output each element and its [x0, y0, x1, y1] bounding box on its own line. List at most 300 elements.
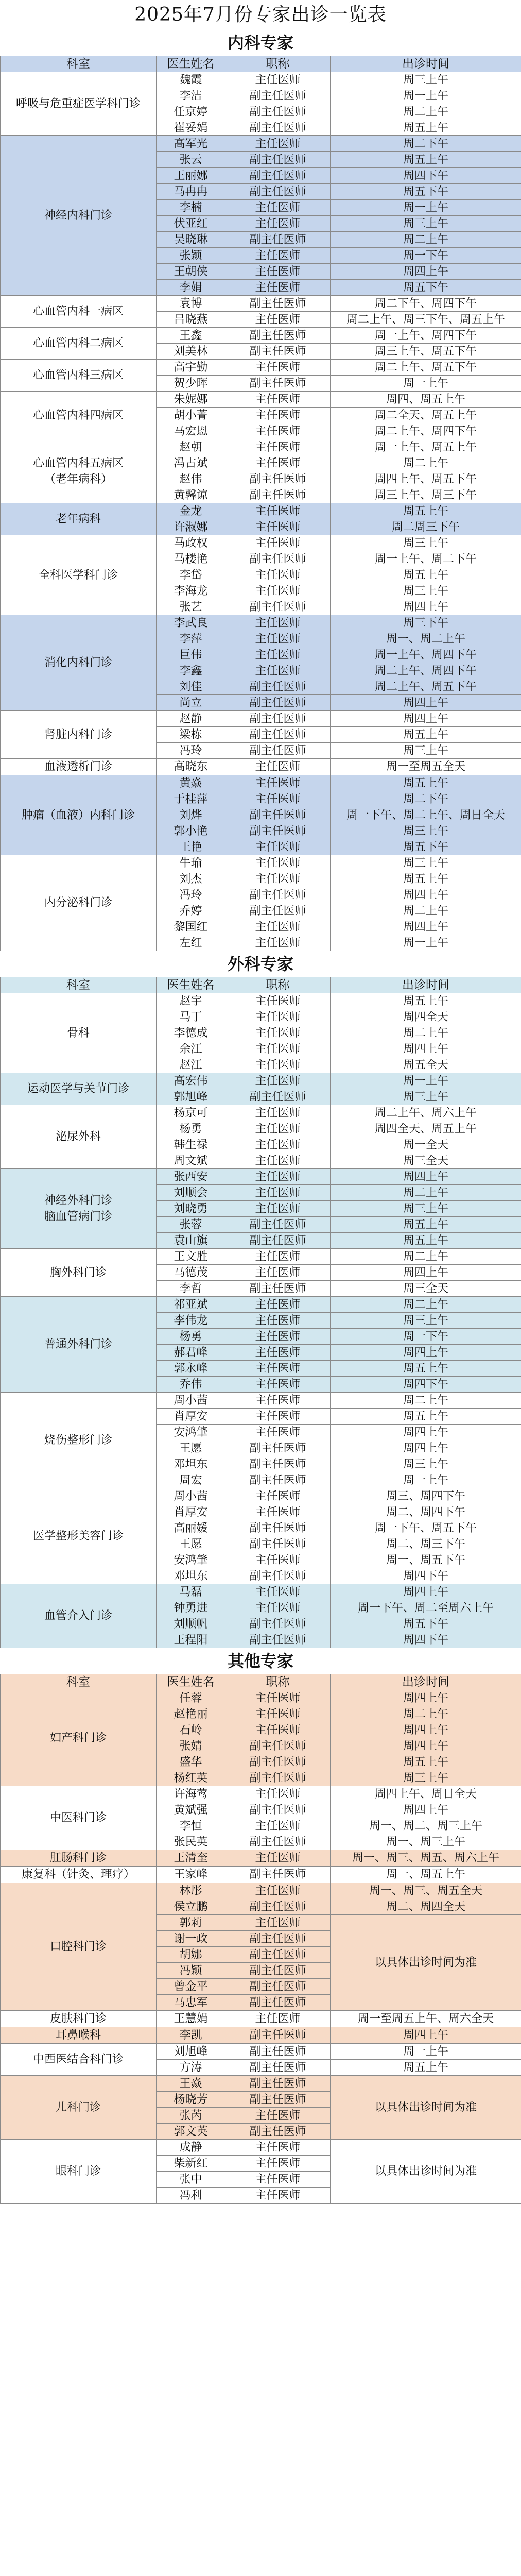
doctor-title: 主任医师	[225, 647, 331, 663]
doctor-name: 肖厚安	[157, 1504, 225, 1520]
department-cell: 中医科门诊	[1, 1786, 157, 1850]
department-cell: 烧伤整形门诊	[1, 1393, 157, 1488]
doctor-title: 副主任医师	[225, 232, 331, 248]
doctor-header: 医生姓名	[157, 1674, 225, 1690]
clinic-time: 周五上午	[331, 1361, 521, 1377]
doctor-name: 王文胜	[157, 1249, 225, 1265]
clinic-time: 周二、周四全天	[331, 1899, 521, 1915]
clinic-time: 周三上午	[331, 743, 521, 759]
doctor-name: 刘顺会	[157, 1185, 225, 1201]
doctor-name: 尚立	[157, 695, 225, 711]
doctor-title: 主任医师	[225, 855, 331, 871]
clinic-time: 周一上午、周四下午	[331, 647, 521, 663]
doctor-title: 副主任医师	[225, 487, 331, 503]
doctor-name: 王家峰	[157, 1867, 225, 1883]
doctor-name: 肖厚安	[157, 1409, 225, 1425]
table-row	[1, 1867, 521, 1883]
clinic-time: 周五上午	[331, 120, 521, 136]
clinic-time: 周一下午	[331, 1329, 521, 1345]
department-cell: 皮肤科门诊	[1, 2011, 157, 2027]
doctor-title: 主任医师	[225, 1377, 331, 1393]
doctor-title: 副主任医师	[225, 727, 331, 743]
clinic-time: 周一上午、周四下午	[331, 328, 521, 344]
clinic-time: 周四上午、周日全天	[331, 1786, 521, 1802]
doctor-name: 刘晓勇	[157, 1201, 225, 1217]
clinic-time: 周四上午	[331, 1722, 521, 1738]
doctor-name: 李鑫	[157, 663, 225, 679]
doctor-name: 郭小艳	[157, 823, 225, 839]
table-row	[1, 72, 521, 88]
title-header: 职称	[225, 56, 331, 72]
doctor-name: 王艳	[157, 839, 225, 855]
department-cell: 呼吸与危重症医学科门诊	[1, 72, 157, 136]
doctor-title: 主任医师	[225, 1073, 331, 1089]
doctor-name: 王朝侠	[157, 264, 225, 280]
doctor-name: 赵静	[157, 711, 225, 727]
clinic-time: 周四上午	[331, 887, 521, 903]
doctor-title: 主任医师	[225, 423, 331, 439]
doctor-title: 副主任医师	[225, 1947, 331, 1963]
doctor-title: 副主任医师	[225, 376, 331, 392]
clinic-time: 周一上午	[331, 1472, 521, 1488]
doctor-name: 赵朝	[157, 439, 225, 455]
doctor-title: 副主任医师	[225, 1520, 331, 1536]
doctor-name: 冯玲	[157, 887, 225, 903]
doctor-name: 杨勇	[157, 1329, 225, 1345]
doctor-title: 副主任医师	[225, 1568, 331, 1584]
doctor-title: 主任医师	[225, 312, 331, 328]
table-row	[1, 392, 521, 408]
doctor-name: 黎国红	[157, 919, 225, 935]
table-row	[1, 711, 521, 727]
doctor-title: 主任医师	[225, 1361, 331, 1377]
table-row	[1, 328, 521, 344]
doctor-title: 副主任医师	[225, 551, 331, 567]
doctor-name: 张西安	[157, 1169, 225, 1185]
doctor-title: 主任医师	[225, 1393, 331, 1409]
doctor-name: 周小茜	[157, 1488, 225, 1504]
doctor-name: 刘顺帆	[157, 1616, 225, 1632]
doctor-title: 副主任医师	[225, 2076, 331, 2092]
table-row	[1, 503, 521, 519]
department-cell: 康复科（针灸、理疗）	[1, 1867, 157, 1883]
clinic-time: 周二上午	[331, 1393, 521, 1409]
doctor-name: 吕晓燕	[157, 312, 225, 328]
clinic-time: 周一下午	[331, 248, 521, 264]
clinic-time: 周四上午	[331, 1738, 521, 1754]
doctor-title: 主任医师	[225, 1329, 331, 1345]
doctor-name: 胡娜	[157, 1947, 225, 1963]
doctor-title: 主任医师	[225, 503, 331, 519]
doctor-title: 副主任医师	[225, 296, 331, 312]
doctor-name: 王清奎	[157, 1850, 225, 1867]
clinic-time: 周五下午	[331, 839, 521, 855]
doctor-name: 袁博	[157, 296, 225, 312]
clinic-time: 周一、周三、周五全天	[331, 1883, 521, 1899]
doctor-title: 主任医师	[225, 216, 331, 232]
doctor-name: 赵江	[157, 1057, 225, 1073]
table-row	[1, 775, 521, 791]
doctor-name: 张芮	[157, 2108, 225, 2124]
doctor-name: 王愿	[157, 1536, 225, 1552]
doctor-name: 张蓉	[157, 1217, 225, 1233]
table-body	[1, 72, 521, 951]
doctor-name: 杨红英	[157, 1770, 225, 1786]
doctor-name: 黄斌强	[157, 1802, 225, 1818]
clinic-time: 周二上午、周三下午、周五上午	[331, 312, 521, 328]
table-row	[1, 993, 521, 1009]
clinic-time: 周二上午	[331, 1297, 521, 1313]
table-row	[1, 1249, 521, 1265]
clinic-time: 周四上午	[331, 1802, 521, 1818]
doctor-name: 任蓉	[157, 1690, 225, 1706]
doctor-title: 副主任医师	[225, 152, 331, 168]
clinic-time: 周二上午、周四下午	[331, 663, 521, 679]
doctor-name: 高晓东	[157, 759, 225, 775]
doctor-name: 吴晓琳	[157, 232, 225, 248]
doctor-name: 魏霞	[157, 72, 225, 88]
doctor-title: 主任医师	[225, 1345, 331, 1361]
department-cell: 老年病科	[1, 503, 157, 535]
doctor-title: 主任医师	[225, 1153, 331, 1169]
doctor-title: 主任医师	[225, 1409, 331, 1425]
doctor-name: 冯玲	[157, 743, 225, 759]
doctor-name: 安鸿肇	[157, 1552, 225, 1568]
clinic-time: 周五上午	[331, 152, 521, 168]
clinic-time: 周三上午	[331, 72, 521, 88]
doctor-name: 邓坦东	[157, 1568, 225, 1584]
section-title: 内科专家	[227, 33, 293, 53]
clinic-time: 周二上午、周四下午	[331, 423, 521, 439]
table-row	[1, 1297, 521, 1313]
doctor-title: 副主任医师	[225, 88, 331, 104]
doctor-title: 主任医师	[225, 408, 331, 423]
doctor-name: 高丽媛	[157, 1520, 225, 1536]
doctor-name: 郭永峰	[157, 1361, 225, 1377]
doctor-name: 金龙	[157, 503, 225, 519]
clinic-time: 周一下午、周二至周六上午	[331, 1600, 521, 1616]
clinic-time: 周二上午	[331, 455, 521, 471]
clinic-time: 周五上午	[331, 1217, 521, 1233]
clinic-time: 周四上午	[331, 1041, 521, 1057]
doctor-title: 主任医师	[225, 360, 331, 376]
department-cell: 妇产科门诊	[1, 1690, 157, 1786]
doctor-name: 林彤	[157, 1883, 225, 1899]
clinic-time: 周四上午	[331, 1440, 521, 1456]
doctor-title: 主任医师	[225, 2188, 331, 2204]
clinic-time: 周五全天	[331, 1057, 521, 1073]
clinic-time: 周二下午	[331, 791, 521, 807]
doctor-title: 副主任医师	[225, 104, 331, 120]
department-cell: 泌尿外科	[1, 1105, 157, 1169]
clinic-time: 周三上午	[331, 583, 521, 599]
header-row	[1, 56, 521, 72]
doctor-title: 副主任医师	[225, 679, 331, 695]
doctor-title: 副主任医师	[225, 743, 331, 759]
doctor-title: 主任医师	[225, 615, 331, 631]
clinic-time: 周四上午	[331, 1425, 521, 1440]
dept-header: 科室	[1, 56, 157, 72]
clinic-time: 周五上午	[331, 993, 521, 1009]
department-cell: 耳鼻喉科	[1, 2027, 157, 2044]
doctor-title: 副主任医师	[225, 2027, 331, 2044]
doctor-title: 主任医师	[225, 1915, 331, 1931]
clinic-time: 周三上午	[331, 1313, 521, 1329]
doctor-title: 副主任医师	[225, 1536, 331, 1552]
table-row	[1, 2140, 521, 2156]
doctor-name: 伏亚红	[157, 216, 225, 232]
department-cell: 普通外科门诊	[1, 1297, 157, 1393]
clinic-time: 周一上午、周二下午	[331, 551, 521, 567]
department-cell: 心血管内科四病区	[1, 392, 157, 439]
doctor-title: 主任医师	[225, 1552, 331, 1568]
doctor-title: 副主任医师	[225, 887, 331, 903]
doctor-name: 杨勇	[157, 1121, 225, 1137]
clinic-time: 周四上午	[331, 919, 521, 935]
clinic-time: 周二、周四下午	[331, 1504, 521, 1520]
table-row	[1, 1690, 521, 1706]
doctor-title: 副主任医师	[225, 2124, 331, 2140]
table-row	[1, 535, 521, 551]
doctor-name: 王丽娜	[157, 168, 225, 184]
doctor-title: 主任医师	[225, 1504, 331, 1520]
department-cell: 心血管内科五病区 （老年病科）	[1, 439, 157, 503]
doctor-title: 主任医师	[225, 759, 331, 775]
doctor-title: 副主任医师	[225, 711, 331, 727]
doctor-title: 主任医师	[225, 1105, 331, 1121]
clinic-time: 周一下午、周二上午、周日全天	[331, 807, 521, 823]
doctor-title: 副主任医师	[225, 1632, 331, 1648]
doctor-title: 主任医师	[225, 2140, 331, 2156]
doctor-title: 主任医师	[225, 1201, 331, 1217]
doctor-title: 主任医师	[225, 993, 331, 1009]
doctor-name: 张婧	[157, 1738, 225, 1754]
clinic-time: 周五下午	[331, 280, 521, 296]
table-row	[1, 296, 521, 312]
doctor-name: 李洁	[157, 88, 225, 104]
clinic-time: 周四上午	[331, 1265, 521, 1281]
clinic-time: 周四下午	[331, 1568, 521, 1584]
clinic-time: 周四下午	[331, 1632, 521, 1648]
doctor-name: 梁栋	[157, 727, 225, 743]
doctor-title: 主任医师	[225, 2011, 331, 2027]
doctor-title: 主任医师	[225, 1249, 331, 1265]
doctor-title: 主任医师	[225, 871, 331, 887]
doctor-title: 副主任医师	[225, 807, 331, 823]
doctor-name: 曾金平	[157, 1979, 225, 1995]
doctor-title: 副主任医师	[225, 328, 331, 344]
table-body	[1, 1690, 521, 2204]
doctor-title: 主任医师	[225, 1313, 331, 1329]
doctor-title: 副主任医师	[225, 1738, 331, 1754]
doctor-name: 王慧娟	[157, 2011, 225, 2027]
department-cell: 血液透析门诊	[1, 759, 157, 775]
doctor-name: 许海莺	[157, 1786, 225, 1802]
doctor-name: 李哲	[157, 1281, 225, 1297]
doctor-name: 张中	[157, 2172, 225, 2188]
doctor-name: 刘佳	[157, 679, 225, 695]
doctor-name: 于桂萍	[157, 791, 225, 807]
clinic-time: 周二上午	[331, 1025, 521, 1041]
clinic-time: 周三上午	[331, 216, 521, 232]
doctor-name: 冯利	[157, 2188, 225, 2204]
doctor-name: 方涛	[157, 2060, 225, 2076]
dept-header: 科室	[1, 977, 157, 993]
clinic-time: 周四上午	[331, 1690, 521, 1706]
header-row	[1, 1674, 521, 1690]
doctor-title: 副主任医师	[225, 184, 331, 200]
doctor-title: 副主任医师	[225, 120, 331, 136]
doctor-name: 周文斌	[157, 1153, 225, 1169]
clinic-time: 周三上午	[331, 535, 521, 551]
clinic-time: 周三上午、周五下午	[331, 344, 521, 360]
doctor-name: 王鑫	[157, 328, 225, 344]
doctor-name: 张艺	[157, 599, 225, 615]
doctor-name: 黄焱	[157, 775, 225, 791]
doctor-name: 马冉冉	[157, 184, 225, 200]
doctor-title: 主任医师	[225, 775, 331, 791]
doctor-name: 钟勇进	[157, 1600, 225, 1616]
department-cell: 神经内科门诊	[1, 136, 157, 296]
clinic-time: 以具体出诊时间为准	[331, 1915, 521, 2011]
clinic-time: 周一、周五下午	[331, 1552, 521, 1568]
doctor-title: 副主任医师	[225, 1931, 331, 1947]
doctor-name: 任京婷	[157, 104, 225, 120]
table-body	[1, 993, 521, 1648]
doctor-name: 李武良	[157, 615, 225, 631]
doctor-title: 主任医师	[225, 663, 331, 679]
doctor-title: 主任医师	[225, 1818, 331, 1834]
clinic-time: 周二周三下午	[331, 519, 521, 535]
table-row	[1, 2027, 521, 2044]
doctor-title: 主任医师	[225, 2172, 331, 2188]
department-cell: 神经外科门诊 脑血管病门诊	[1, 1169, 157, 1249]
doctor-title: 主任医师	[225, 1850, 331, 1867]
clinic-time: 周一、周二上午	[331, 631, 521, 647]
doctor-title: 主任医师	[225, 1883, 331, 1899]
clinic-time: 周二上午	[331, 1185, 521, 1201]
doctor-title: 副主任医师	[225, 2060, 331, 2076]
doctor-title: 副主任医师	[225, 1281, 331, 1297]
clinic-time: 周三全天	[331, 1281, 521, 1297]
doctor-title: 副主任医师	[225, 823, 331, 839]
doctor-title: 主任医师	[225, 2156, 331, 2172]
clinic-time: 周一上午、周五上午	[331, 439, 521, 455]
doctor-title: 副主任医师	[225, 903, 331, 919]
clinic-time: 周一至周五上午、周六全天	[331, 2011, 521, 2027]
clinic-time: 周四上午	[331, 1345, 521, 1361]
doctor-name: 赵艳丽	[157, 1706, 225, 1722]
clinic-time: 周二全天、周五上午	[331, 408, 521, 423]
doctor-name: 郝君峰	[157, 1345, 225, 1361]
table-row	[1, 136, 521, 152]
doctor-name: 袁山旗	[157, 1233, 225, 1249]
doctor-title: 主任医师	[225, 519, 331, 535]
schedule-table	[0, 56, 521, 951]
doctor-title: 主任医师	[225, 439, 331, 455]
table-header	[1, 56, 521, 72]
clinic-time: 周三上午	[331, 855, 521, 871]
doctor-title: 副主任医师	[225, 1233, 331, 1249]
doctor-title: 主任医师	[225, 535, 331, 551]
clinic-time: 周二上午	[331, 232, 521, 248]
clinic-time: 周一下午、周五下午	[331, 1520, 521, 1536]
doctor-name: 马忠军	[157, 1995, 225, 2011]
clinic-time: 周二上午、周五下午	[331, 679, 521, 695]
clinic-time: 周三上午	[331, 1089, 521, 1105]
clinic-time: 周四上午	[331, 2027, 521, 2044]
doctor-name: 王愿	[157, 1440, 225, 1456]
time-header: 出诊时间	[331, 56, 521, 72]
clinic-time: 周四下午	[331, 168, 521, 184]
clinic-time: 周一、周三上午	[331, 1834, 521, 1850]
department-cell: 内分泌科门诊	[1, 855, 157, 951]
doctor-title: 副主任医师	[225, 1834, 331, 1850]
doctor-name: 张民英	[157, 1834, 225, 1850]
clinic-time: 周一上午	[331, 1073, 521, 1089]
doctor-title: 主任医师	[225, 1425, 331, 1440]
doctor-name: 马宏恩	[157, 423, 225, 439]
clinic-time: 周二下午	[331, 136, 521, 152]
doctor-name: 郭文英	[157, 2124, 225, 2140]
department-cell: 心血管内科二病区	[1, 328, 157, 360]
clinic-time: 周四上午	[331, 1169, 521, 1185]
time-header: 出诊时间	[331, 1674, 521, 1690]
clinic-time: 周五下午	[331, 184, 521, 200]
doctor-name: 李凯	[157, 2027, 225, 2044]
doctor-title: 主任医师	[225, 919, 331, 935]
clinic-time: 周一全天	[331, 1137, 521, 1153]
clinic-time: 周三下午	[331, 615, 521, 631]
doctor-name: 张颖	[157, 248, 225, 264]
header-row	[1, 977, 521, 993]
clinic-time: 周一上午	[331, 200, 521, 216]
doctor-name: 李萍	[157, 631, 225, 647]
table-row	[1, 2011, 521, 2027]
doctor-title: 主任医师	[225, 1057, 331, 1073]
doctor-name: 王焱	[157, 2076, 225, 2092]
clinic-time: 周四上午	[331, 599, 521, 615]
doctor-name: 郭莉	[157, 1915, 225, 1931]
doctor-title: 副主任医师	[225, 1754, 331, 1770]
department-cell: 运动医学与关节门诊	[1, 1073, 157, 1105]
doctor-name: 刘杰	[157, 871, 225, 887]
clinic-time: 周四全天	[331, 1009, 521, 1025]
doctor-title: 主任医师	[225, 1025, 331, 1041]
department-cell: 胸外科门诊	[1, 1249, 157, 1297]
department-cell: 中西医结合科门诊	[1, 2044, 157, 2076]
clinic-time: 周五上午	[331, 567, 521, 583]
clinic-time: 周五上午	[331, 503, 521, 519]
clinic-time: 周一、周五上午	[331, 1867, 521, 1883]
doctor-title: 副主任医师	[225, 1089, 331, 1105]
doctor-title: 副主任医师	[225, 2044, 331, 2060]
doctor-name: 李娟	[157, 280, 225, 296]
clinic-time: 周三全天	[331, 1153, 521, 1169]
clinic-time: 以具体出诊时间为准	[331, 2140, 521, 2204]
doctor-name: 乔婷	[157, 903, 225, 919]
doctor-name: 李德成	[157, 1025, 225, 1041]
clinic-time: 周二上午	[331, 1706, 521, 1722]
clinic-time: 周四上午	[331, 264, 521, 280]
clinic-time: 周一、周三、周五、周六上午	[331, 1850, 521, 1867]
doctor-name: 赵伟	[157, 471, 225, 487]
doctor-title: 主任医师	[225, 583, 331, 599]
department-cell: 消化内科门诊	[1, 615, 157, 711]
schedule-table	[0, 977, 521, 1648]
table-row	[1, 1073, 521, 1089]
department-cell: 肾脏内科门诊	[1, 711, 157, 759]
